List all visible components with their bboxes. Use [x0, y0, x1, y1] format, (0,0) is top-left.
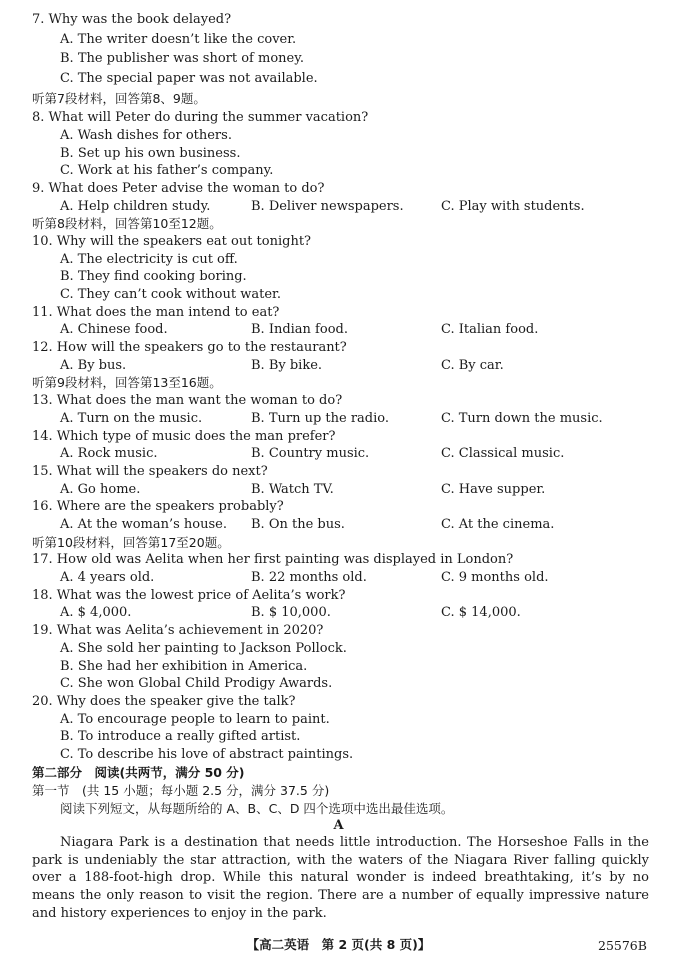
option-c: C. By car. [441, 358, 504, 373]
question-stem: 10. Why will the speakers eat out tonight? [32, 234, 312, 249]
option-a: A. By bus. [60, 358, 127, 373]
option-a: A. Help children study. [60, 199, 211, 214]
option-b: B. Indian food. [251, 322, 348, 337]
reading-instruction: 阅读下列短文，从每题所给的 A、B、C、D 四个选项中选出最佳选项。 [60, 801, 454, 816]
question-stem: 14. Which type of music does the man prefer? [32, 429, 336, 444]
option-c: C. $ 14,000. [441, 605, 521, 620]
option-c: C. Turn down the music. [441, 411, 603, 426]
section-note: 听第10段材料，回答第17至20题。 [32, 535, 230, 550]
option-c: C. They can’t cook without water. [60, 287, 281, 302]
option-c: C. At the cinema. [441, 517, 555, 532]
option-c: C. To describe his love of abstract paintings. [60, 747, 354, 762]
option-b: B. To introduce a really gifted artist. [60, 729, 301, 744]
section-note: 听第9段材料，回答第13至16题。 [32, 375, 222, 390]
option-c: C. Have supper. [441, 482, 546, 497]
option-c: C. Italian food. [441, 322, 539, 337]
option-c: C. Work at his father’s company. [60, 163, 274, 178]
option-b: B. Deliver newspapers. [251, 199, 404, 214]
option-c: C. The special paper was not available. [60, 71, 318, 86]
question-stem: 18. What was the lowest price of Aelita’s work? [32, 588, 346, 603]
option-a: A. Wash dishes for others. [60, 128, 232, 143]
question-stem: 12. How will the speakers go to the restaurant? [32, 340, 347, 355]
option-a: A. She sold her painting to Jackson Pollock. [60, 641, 347, 656]
question-stem: 9. What does Peter advise the woman to do? [32, 181, 325, 196]
option-a: A. Go home. [60, 482, 141, 497]
section-note: 听第7段材料，回答第8、9题。 [32, 91, 206, 106]
option-a: A. Turn on the music. [60, 411, 203, 426]
option-a: A. The writer doesn’t like the cover. [60, 32, 297, 47]
question-stem: 7. Why was the book delayed? [32, 12, 232, 27]
question-stem: 20. Why does the speaker give the talk? [32, 694, 296, 709]
option-a: A. The electricity is cut off. [60, 252, 238, 267]
option-b: B. By bike. [251, 358, 323, 373]
option-b: B. On the bus. [251, 517, 345, 532]
section-subheading: 第一节 (共 15 小题；每小题 2.5 分，满分 37.5 分) [32, 783, 330, 798]
section-note: 听第8段材料，回答第10至12题。 [32, 216, 222, 231]
question-stem: 19. What was Aelita’s achievement in 2020? [32, 623, 324, 638]
option-b: B. Watch TV. [251, 482, 334, 497]
option-b: B. Country music. [251, 446, 370, 461]
passage-letter: A [333, 818, 344, 833]
option-c: C. Play with students. [441, 199, 585, 214]
option-a: A. To encourage people to learn to paint. [60, 712, 330, 727]
question-stem: 13. What does the man want the woman to do? [32, 393, 343, 408]
option-a: A. Chinese food. [60, 322, 168, 337]
option-a: A. At the woman’s house. [60, 517, 228, 532]
option-a: A. Rock music. [60, 446, 158, 461]
question-stem: 16. Where are the speakers probably? [32, 499, 284, 514]
option-c: C. 9 months old. [441, 570, 549, 585]
option-c: C. She won Global Child Prodigy Awards. [60, 676, 333, 691]
option-b: B. They find cooking boring. [60, 269, 247, 284]
question-stem: 15. What will the speakers do next? [32, 464, 268, 479]
exam-code: 25576B [598, 938, 647, 953]
option-c: C. Classical music. [441, 446, 565, 461]
page-footer-title: 【高二英语 第 2 页(共 8 页)】 [246, 937, 431, 952]
option-a: A. 4 years old. [60, 570, 155, 585]
option-b: B. She had her exhibition in America. [60, 659, 308, 674]
option-b: B. Set up his own business. [60, 146, 241, 161]
question-stem: 11. What does the man intend to eat? [32, 305, 280, 320]
option-b: B. Turn up the radio. [251, 411, 390, 426]
option-b: B. The publisher was short of money. [60, 51, 304, 66]
question-stem: 8. What will Peter do during the summer vacation? [32, 110, 369, 125]
option-b: B. $ 10,000. [251, 605, 331, 620]
question-stem: 17. How old was Aelita when her first painting was displayed in London? [32, 552, 514, 567]
option-a: A. $ 4,000. [60, 605, 132, 620]
option-b: B. 22 months old. [251, 570, 367, 585]
passage-text: Niagara Park is a destination that needs little introduction. The Horseshoe Falls in the park is undeniably the star attraction, with the waters of the Niagara River falling quickly over a 188-foot-high drop. While this natural wonder is indeed breathtaking, it’s by no means the only reason to visit the region. There are a number of equally impressive nature and history experiences to enjoy in the park. [32, 835, 649, 921]
section-heading: 第二部分 阅读(共两节，满分 50 分) [32, 765, 245, 780]
